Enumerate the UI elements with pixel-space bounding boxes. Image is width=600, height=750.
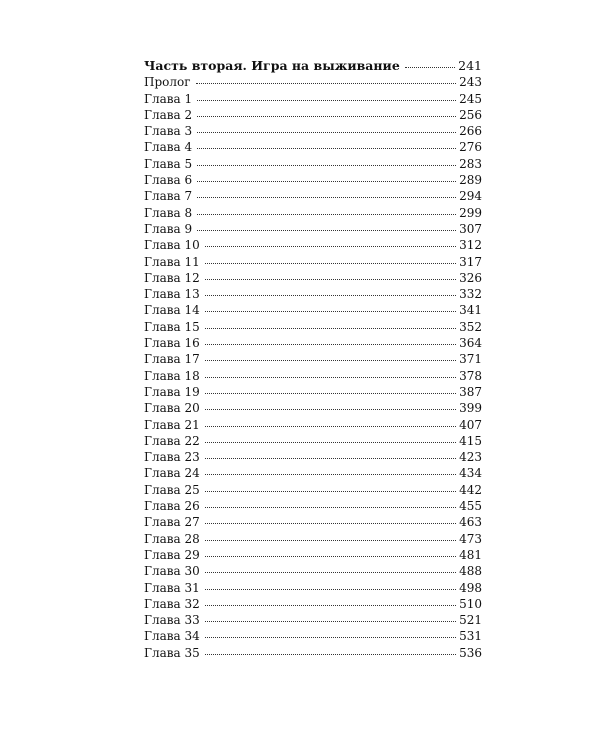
toc-entry-page: 473 (459, 531, 482, 546)
toc-entry-title: Глава 8 (144, 205, 193, 220)
toc-dot-leader (205, 328, 456, 329)
toc-entry (144, 417, 482, 433)
toc-entry-title: Глава 12 (144, 270, 200, 285)
toc-entry-page: 352 (459, 319, 482, 334)
toc-entry-page: 378 (459, 368, 482, 383)
toc-entry (144, 531, 482, 547)
toc-entry-title: Глава 24 (144, 466, 200, 481)
toc-entry-page: 317 (459, 254, 482, 269)
toc-entry-title: Глава 17 (144, 352, 200, 367)
toc-entry (144, 319, 482, 335)
toc-entry-title: Глава 23 (144, 450, 200, 465)
toc-entry (144, 547, 482, 563)
toc-entry (144, 563, 482, 579)
toc-dot-leader (205, 279, 456, 280)
toc-entry (144, 302, 482, 318)
toc-entry-page: 364 (459, 336, 482, 351)
toc-entry-page: 399 (459, 401, 482, 416)
toc-entry (144, 449, 482, 465)
toc-dot-leader (197, 197, 456, 198)
toc-entry-title: Глава 3 (144, 124, 193, 139)
toc-part-title: Часть вторая. Игра на выживание (144, 58, 400, 73)
toc-entry-title: Глава 27 (144, 515, 200, 530)
toc-entry-title: Глава 21 (144, 417, 200, 432)
toc-entry-title: Глава 25 (144, 482, 200, 497)
toc-entry-page: 510 (459, 596, 482, 611)
toc-entry (144, 74, 482, 90)
toc-entry-title: Глава 13 (144, 287, 200, 302)
toc-entry-title: Глава 33 (144, 613, 200, 628)
toc-entry (144, 91, 482, 107)
toc-dot-leader (205, 491, 456, 492)
toc-entry (144, 482, 482, 498)
toc-entry-title: Глава 34 (144, 629, 200, 644)
toc-dot-leader (205, 572, 456, 573)
toc-entry-page: 536 (459, 645, 482, 660)
toc-entry-title: Глава 18 (144, 368, 200, 383)
toc-entry-page: 341 (459, 303, 482, 318)
toc-entry-page: 276 (459, 140, 482, 155)
toc-entry-page: 521 (459, 613, 482, 628)
toc-dot-leader (205, 474, 456, 475)
toc-dot-leader (205, 637, 456, 638)
toc-dot-leader (205, 409, 456, 410)
toc-dot-leader (197, 165, 456, 166)
toc-entry-title: Глава 19 (144, 384, 200, 399)
toc-entry (144, 498, 482, 514)
toc-dot-leader (205, 295, 456, 296)
toc-entry (144, 335, 482, 351)
toc-entry (144, 139, 482, 155)
toc-dot-leader (205, 507, 456, 508)
toc-entry-title: Глава 15 (144, 319, 200, 334)
toc-entry (144, 612, 482, 628)
toc-dot-leader (205, 344, 456, 345)
toc-dot-leader (197, 100, 456, 101)
toc-entry (144, 368, 482, 384)
toc-dot-leader (197, 230, 456, 231)
toc-entry-page: 294 (459, 189, 482, 204)
toc-dot-leader (205, 540, 456, 541)
table-of-contents (144, 58, 482, 661)
toc-entry (144, 172, 482, 188)
toc-entry (144, 254, 482, 270)
toc-dot-leader (205, 556, 456, 557)
toc-entry-title: Глава 4 (144, 140, 193, 155)
toc-entry-page: 326 (459, 270, 482, 285)
toc-entry-title: Глава 28 (144, 531, 200, 546)
toc-entry-page: 289 (459, 173, 482, 188)
toc-entry-page: 283 (459, 156, 482, 171)
toc-entry (144, 384, 482, 400)
toc-entry-page: 434 (459, 466, 482, 481)
toc-part-page: 241 (458, 58, 482, 73)
toc-dot-leader (205, 523, 456, 524)
toc-entry-page: 387 (459, 384, 482, 399)
toc-dot-leader (205, 377, 456, 378)
toc-entry-page: 531 (459, 629, 482, 644)
toc-dot-leader (205, 360, 456, 361)
toc-entry-page: 415 (459, 433, 482, 448)
toc-entry-page: 245 (459, 91, 482, 106)
toc-entry-page: 332 (459, 287, 482, 302)
toc-entry-page: 256 (459, 107, 482, 122)
toc-entry-title: Глава 14 (144, 303, 200, 318)
toc-entry (144, 351, 482, 367)
toc-entry-title: Глава 6 (144, 173, 193, 188)
toc-entry-title: Глава 1 (144, 91, 193, 106)
toc-entry-title: Глава 7 (144, 189, 193, 204)
toc-entry-page: 312 (459, 238, 482, 253)
toc-entry-page: 498 (459, 580, 482, 595)
toc-dot-leader (205, 426, 456, 427)
toc-entry-page: 488 (459, 564, 482, 579)
toc-entry (144, 596, 482, 612)
toc-entry-page: 243 (459, 75, 482, 90)
toc-entry (144, 465, 482, 481)
toc-entry-title: Глава 16 (144, 336, 200, 351)
toc-entry (144, 514, 482, 530)
toc-entry-title: Глава 5 (144, 156, 193, 171)
toc-entry-page: 455 (459, 499, 482, 514)
toc-entry-page: 307 (459, 221, 482, 236)
toc-entry-title: Глава 32 (144, 596, 200, 611)
toc-entry-page: 299 (459, 205, 482, 220)
toc-dot-leader (205, 246, 456, 247)
toc-entry-title: Глава 31 (144, 580, 200, 595)
toc-dot-leader (205, 311, 456, 312)
toc-entry-title: Глава 11 (144, 254, 200, 269)
toc-dot-leader (405, 67, 455, 68)
toc-entry-page: 481 (459, 547, 482, 562)
toc-entry (144, 270, 482, 286)
toc-dot-leader (205, 263, 456, 264)
toc-entry-title: Глава 30 (144, 564, 200, 579)
toc-entry-page: 266 (459, 124, 482, 139)
toc-entry (144, 400, 482, 416)
toc-dot-leader (205, 442, 456, 443)
toc-dot-leader (197, 181, 456, 182)
toc-dot-leader (205, 654, 456, 655)
toc-entry (144, 237, 482, 253)
toc-dot-leader (197, 132, 456, 133)
toc-entry (144, 205, 482, 221)
toc-entry (144, 628, 482, 644)
toc-entry (144, 188, 482, 204)
toc-entry-title: Глава 2 (144, 107, 193, 122)
toc-entry-title: Глава 26 (144, 499, 200, 514)
toc-dot-leader (205, 605, 456, 606)
toc-entry-page: 442 (459, 482, 482, 497)
toc-dot-leader (205, 621, 456, 622)
toc-entry (144, 221, 482, 237)
toc-entry-title: Глава 29 (144, 547, 200, 562)
toc-entry (144, 433, 482, 449)
toc-entry-page: 407 (459, 417, 482, 432)
toc-entry-title: Глава 35 (144, 645, 200, 660)
toc-entry-page: 463 (459, 515, 482, 530)
toc-entry-title: Глава 22 (144, 433, 200, 448)
toc-entry (144, 156, 482, 172)
toc-dot-leader (196, 83, 457, 84)
toc-part-heading (144, 58, 482, 74)
toc-entry-page: 423 (459, 450, 482, 465)
toc-entry (144, 286, 482, 302)
toc-entry (144, 645, 482, 661)
toc-entry-title: Глава 9 (144, 221, 193, 236)
toc-entry (144, 123, 482, 139)
toc-entry (144, 580, 482, 596)
toc-dot-leader (197, 214, 456, 215)
toc-dot-leader (205, 393, 456, 394)
toc-entry-title: Глава 10 (144, 238, 200, 253)
toc-entry-title: Глава 20 (144, 401, 200, 416)
toc-dot-leader (205, 458, 456, 459)
toc-entry (144, 107, 482, 123)
toc-entries-list (144, 74, 482, 661)
toc-dot-leader (197, 116, 456, 117)
toc-entry-page: 371 (459, 352, 482, 367)
toc-dot-leader (197, 148, 456, 149)
toc-dot-leader (205, 589, 456, 590)
toc-entry-title: Пролог (144, 75, 191, 90)
